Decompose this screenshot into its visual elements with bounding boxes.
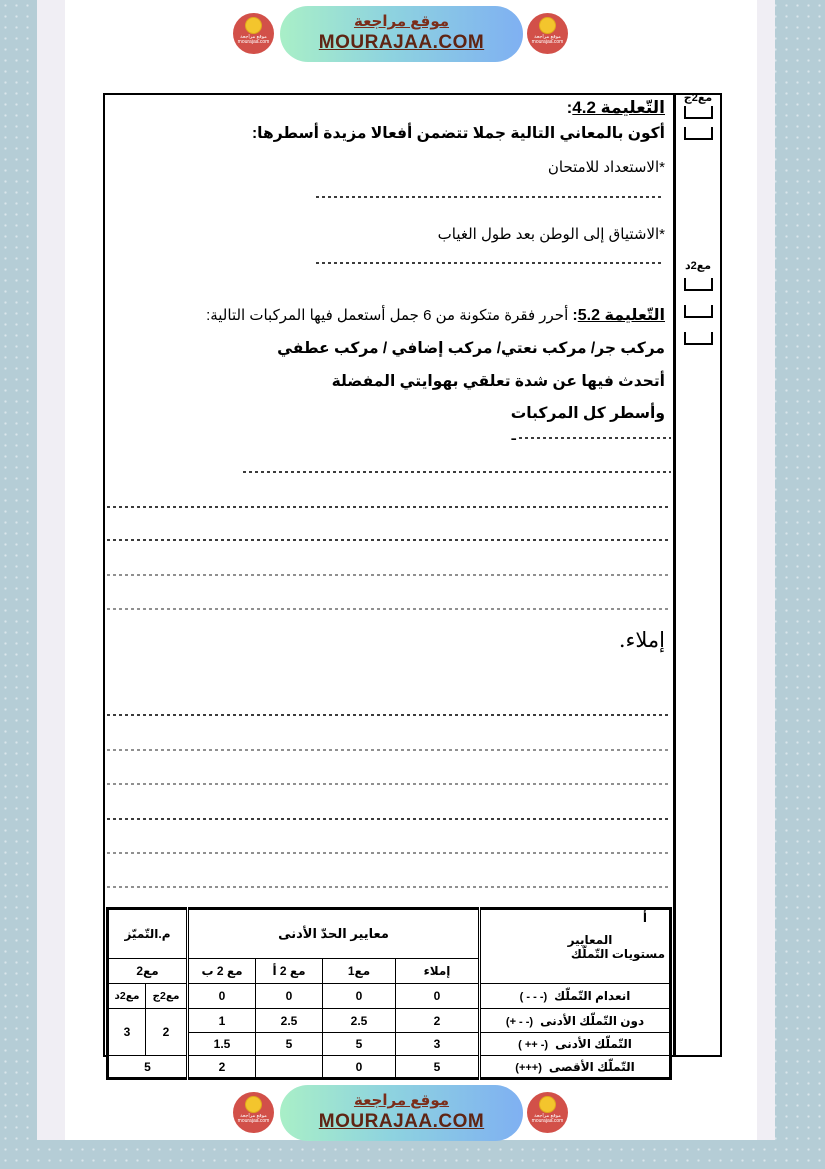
score-bracket [684,127,713,140]
score-cell: 2 [396,1009,480,1033]
dotted-answer-line [316,195,661,198]
badge-text-ar: موقع مراجعة [240,34,267,40]
level-name: دون التّملّك الأدنى [540,1013,645,1028]
banner-pill [280,1085,523,1141]
evaluation-criteria-table [106,907,672,1080]
score-cell-merged: 2 [146,1009,188,1056]
badge-text-url: mourajaa.com [531,1118,564,1124]
site-logo-icon [233,13,274,54]
dotted-answer-line [107,607,671,610]
dash-mark: ـ [511,428,516,443]
page-edge-left [37,0,65,1140]
section-4-2-title [113,98,665,118]
dotted-answer-line [107,748,671,751]
banner-pill [280,6,523,62]
badge-text-url: mourajaa.com [237,39,270,45]
section-5-2-line-3: وأسطر كل المركبات [510,405,665,422]
score-cell [256,1056,323,1079]
site-banner-bottom [230,1082,570,1144]
colon: : [572,307,578,324]
score-cell: 0 [256,984,323,1009]
badge-text-url: mourajaa.com [531,39,564,45]
excellence-sub-header: مع2 [108,959,188,984]
scoring-margin-strip [675,93,722,1057]
dotted-answer-line [107,817,671,820]
score-cell: 1 [188,1009,256,1033]
min-criteria-group-header: معايير الحدّ الأدنى [188,909,480,959]
col-header-imlaa: إملاء [396,959,480,984]
exc-col-header-maa2d: مع2د [108,984,146,1009]
badge-text-url: mourajaa.com [237,1118,270,1124]
site-title-arabic[interactable]: موقع مراجعة [353,1092,450,1109]
book-coin-icon [539,1096,556,1113]
level-row-label [480,1033,671,1056]
score-cell: 3 [396,1033,480,1056]
section-4-2-title-text: التّعليمة 4.2 [572,98,665,117]
level-row-label [480,1056,671,1079]
level-name: التّملّك الأدنى [555,1037,632,1051]
dotted-answer-line [107,505,671,508]
section-4-2-instruction: أكون بالمعاني التالية جملا تتضمن أفعالا مزيدة أسطرها: [251,125,665,142]
corner-letter: أ [642,911,648,925]
score-cell-merged: 3 [108,1009,146,1056]
col-header-maa2a: مع 2 أ [256,959,323,984]
level-name: انعدام التّملّك [554,989,631,1003]
page-edge-right [757,0,775,1140]
score-cell: 2.5 [256,1009,323,1033]
dotted-answer-line [107,782,671,785]
dotted-answer-line [519,436,671,439]
dotted-answer-line [243,470,671,473]
level-signs: ( ++ -) [518,1039,549,1051]
margin-label-maa2d: مع2د [684,260,712,272]
section-5-2-line-2: أتحدث فيها عن شدة تعلقي بهوايتي المفضلة [331,373,665,390]
site-logo-icon [233,1092,274,1133]
badge-text-ar: موقع مراجعة [240,1113,267,1119]
score-cell: 0 [323,984,396,1009]
section-5-2-line-1: مركب جر/ مركب نعتي/ مركب إضافي / مركب عطفي [277,340,665,357]
dictation-heading: إملاء. [618,628,665,652]
book-coin-icon [245,1096,262,1113]
score-cell: 5 [323,1033,396,1056]
dotted-answer-line [107,713,671,716]
section-5-2-title-line [113,305,665,325]
score-cell: 0 [323,1056,396,1079]
score-bracket [684,106,713,119]
dotted-answer-line [107,885,671,888]
level-signs: ( - - -) [519,991,548,1003]
badge-text-ar: موقع مراجعة [534,1113,561,1119]
badge-text-ar: موقع مراجعة [534,34,561,40]
dotted-answer-line [107,851,671,854]
level-name: التّملّك الأقصى [548,1059,635,1074]
dotted-answer-line [107,538,671,541]
colon: : [566,98,573,117]
score-cell: 0 [396,984,480,1009]
score-cell: 2 [188,1056,256,1079]
book-coin-icon [539,17,556,34]
score-cell-total: 5 [108,1056,188,1079]
dotted-answer-line [107,573,671,576]
level-signs: (+ - -) [505,1015,534,1028]
dotted-answer-line [316,261,661,264]
score-cell: 1.5 [188,1033,256,1056]
criteria-axis-label: المعايير [567,932,613,947]
score-bracket [684,278,713,291]
levels-axis-label: مستويات التّملّك [570,946,666,961]
score-cell: 5 [396,1056,480,1079]
section-5-2-instruction: أحرر فقرة متكونة من 6 جمل أستعمل فيها المركبات التالية: [206,307,573,324]
site-logo-icon [527,1092,568,1133]
site-url-link[interactable]: MOURAJAA.COM [318,1111,485,1132]
level-row-label [480,984,671,1009]
site-title-arabic[interactable]: موقع مراجعة [353,13,450,30]
level-row-label [480,1009,671,1033]
score-bracket [684,332,713,345]
excellence-group-header: م.التّميّز [108,909,188,959]
site-banner-top [230,3,570,65]
site-url-link[interactable]: MOURAJAA.COM [318,32,485,53]
section-4-2-item-2: *الاشتياق إلى الوطن بعد طول الغياب [437,226,665,243]
worksheet-frame [103,93,675,1074]
score-cell: 0 [188,984,256,1009]
book-coin-icon [245,17,262,34]
level-signs: (+++) [515,1061,542,1074]
exc-col-header-maa2j: مع2ج [146,984,188,1009]
margin-label-maa2j: مع2ج [683,92,713,104]
section-5-2-title-text: التّعليمة 5.2 [577,307,665,324]
site-logo-icon [527,13,568,54]
table-corner-header [480,909,671,984]
score-bracket [684,305,713,318]
score-cell: 5 [256,1033,323,1056]
section-4-2-item-1: *الاستعداد للامتحان [547,159,665,176]
col-header-maa1: مع1 [323,959,396,984]
score-cell: 2.5 [323,1009,396,1033]
col-header-maa2b: مع 2 ب [188,959,256,984]
